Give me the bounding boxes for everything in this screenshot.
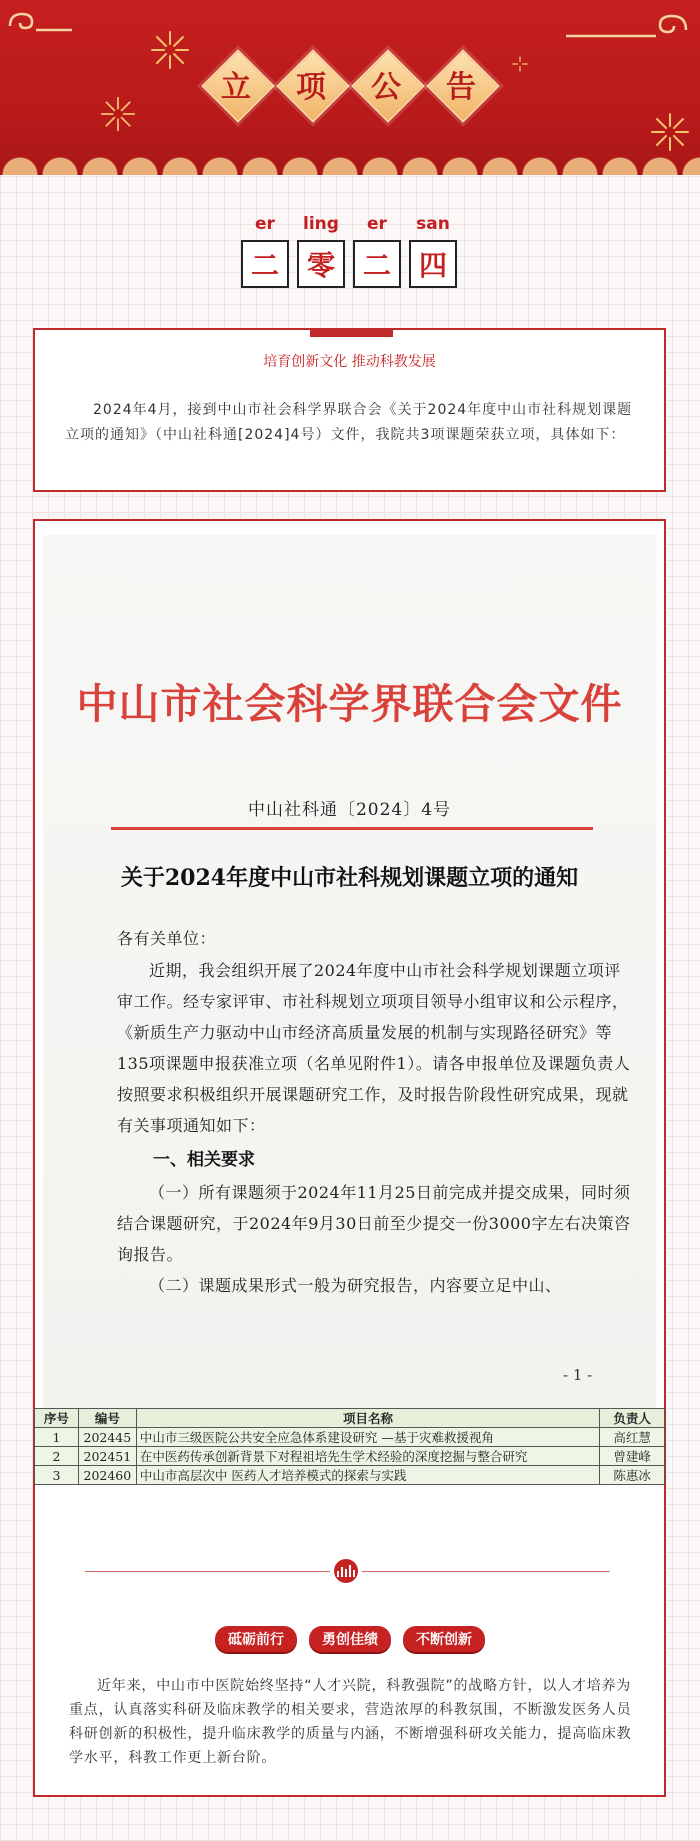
divider-line-left xyxy=(85,1571,330,1572)
table-cell: 202445 xyxy=(78,1428,136,1447)
document-paragraph: （二）课题成果形式一般为研究报告，内容要立足中山、 xyxy=(149,1276,562,1295)
table-cell: 202460 xyxy=(78,1466,136,1485)
tag-pill: 勇创佳绩 xyxy=(309,1626,391,1652)
table-cell: 曾建峰 xyxy=(600,1447,665,1466)
table-header-row xyxy=(35,1409,665,1428)
firework-icon xyxy=(100,96,136,132)
intro-box xyxy=(33,328,666,492)
document-header: 中山市社会科学界联合会文件 xyxy=(76,680,623,728)
bar-chart-icon xyxy=(334,1559,358,1583)
table-cell: 中山市三级医院公共安全应急体系建设研究 —基于灾难救援视角 xyxy=(136,1428,599,1447)
document-paragraph: 近期，我会组织开展了2024年度中山市社会科学规划课题立项评审工作。经专家评审、市社科规划立项项目领导小组审议和公示程序，《新质生产力驱动中山市经济高质量发展的机制与实现路径研究》等135项课题申报获准立项（名单见附件1）。请各申报单位及课题负责人按照要求积极组织开展课题研究工作，及时报告阶段性研究成果，现就有关事项通知如下： xyxy=(117,961,631,1135)
table-header-cell: 负责人 xyxy=(600,1409,665,1428)
year-char-box: 二 xyxy=(241,240,289,288)
table-cell: 2 xyxy=(35,1447,79,1466)
document-paragraph: （一）所有课题须于2024年11月25日前完成并提交成果，同时须结合课题研究，于2024年9月30日前至少提交一份3000字左右决策咨询报告。 xyxy=(117,1183,631,1264)
banner-scallop-border xyxy=(0,155,700,175)
table-row xyxy=(35,1466,665,1485)
title-char-2: 项 xyxy=(279,52,343,116)
intro-slogan: 培育创新文化 推动科教发展 xyxy=(263,354,436,370)
tag-pill: 砥砺前行 xyxy=(215,1626,297,1652)
title-char-4: 告 xyxy=(429,52,493,116)
document-red-rule xyxy=(111,827,593,830)
table-cell: 1 xyxy=(35,1428,79,1447)
document-title: 关于2024年度中山市社科规划课题立项的通知 xyxy=(120,865,579,891)
cloud-swirl-icon xyxy=(6,8,76,38)
header-banner xyxy=(0,0,700,175)
table-header-cell: 编号 xyxy=(78,1409,136,1428)
year-char-box: 二 xyxy=(353,240,401,288)
table-cell: 中山市高层次中 医药人才培养模式的探索与实践 xyxy=(136,1466,599,1485)
table-header-cell: 项目名称 xyxy=(136,1409,599,1428)
table-row xyxy=(35,1428,665,1447)
year-pinyin: ling xyxy=(303,214,339,234)
table-cell: 202451 xyxy=(78,1447,136,1466)
table-cell: 高红慧 xyxy=(600,1428,665,1447)
table-cell: 陈惠冰 xyxy=(600,1466,665,1485)
closing-paragraph: 近年来，中山市中医院始终坚持“人才兴院，科教强院”的战略方针，以人才培养为重点，认真落实科研及临床教学的相关要求，营造浓厚的科教氛围，不断激发医务人员科研创新的积极性，提升临床教学的质量与内涵，不断增强科研攻关能力，提高临床教学水平，科教工作更上新台阶。 xyxy=(69,1678,632,1766)
intro-tab-decoration xyxy=(310,328,393,337)
document-scan xyxy=(43,535,656,1408)
tag-pill: 不断创新 xyxy=(403,1626,485,1652)
document-page-number: - 1 - xyxy=(563,1366,593,1384)
cloud-swirl-icon xyxy=(560,10,690,44)
title-char-1: 立 xyxy=(204,52,268,116)
document-salutation: 各有关单位： xyxy=(117,929,217,948)
year-char-box: 零 xyxy=(297,240,345,288)
firework-icon xyxy=(650,112,690,152)
firework-icon xyxy=(150,30,190,70)
document-section-heading: 一、相关要求 xyxy=(153,1150,255,1170)
firework-icon xyxy=(512,56,528,72)
document-number: 中山社科通〔2024〕4号 xyxy=(247,800,452,820)
document-box xyxy=(33,519,666,1797)
year-char-box: 四 xyxy=(409,240,457,288)
table-cell: 3 xyxy=(35,1466,79,1485)
year-pinyin: san xyxy=(416,214,450,234)
title-char-3: 公 xyxy=(354,52,418,116)
year-pinyin: er xyxy=(367,214,387,234)
table-row xyxy=(35,1447,665,1466)
divider-line-right xyxy=(362,1571,610,1572)
table-header-cell: 序号 xyxy=(35,1409,79,1428)
table-cell: 在中医药传承创新背景下对程祖培先生学术经验的深度挖掘与整合研究 xyxy=(136,1447,599,1466)
intro-body: 2024年4月，接到中山市社会科学界联合会《关于2024年度中山市社科规划课题立项的通知》（中山社科通[2024]4号）文件，我院共3项课题荣获立项，具体如下： xyxy=(65,402,633,443)
project-table xyxy=(34,1408,665,1485)
year-pinyin: er xyxy=(255,214,275,234)
